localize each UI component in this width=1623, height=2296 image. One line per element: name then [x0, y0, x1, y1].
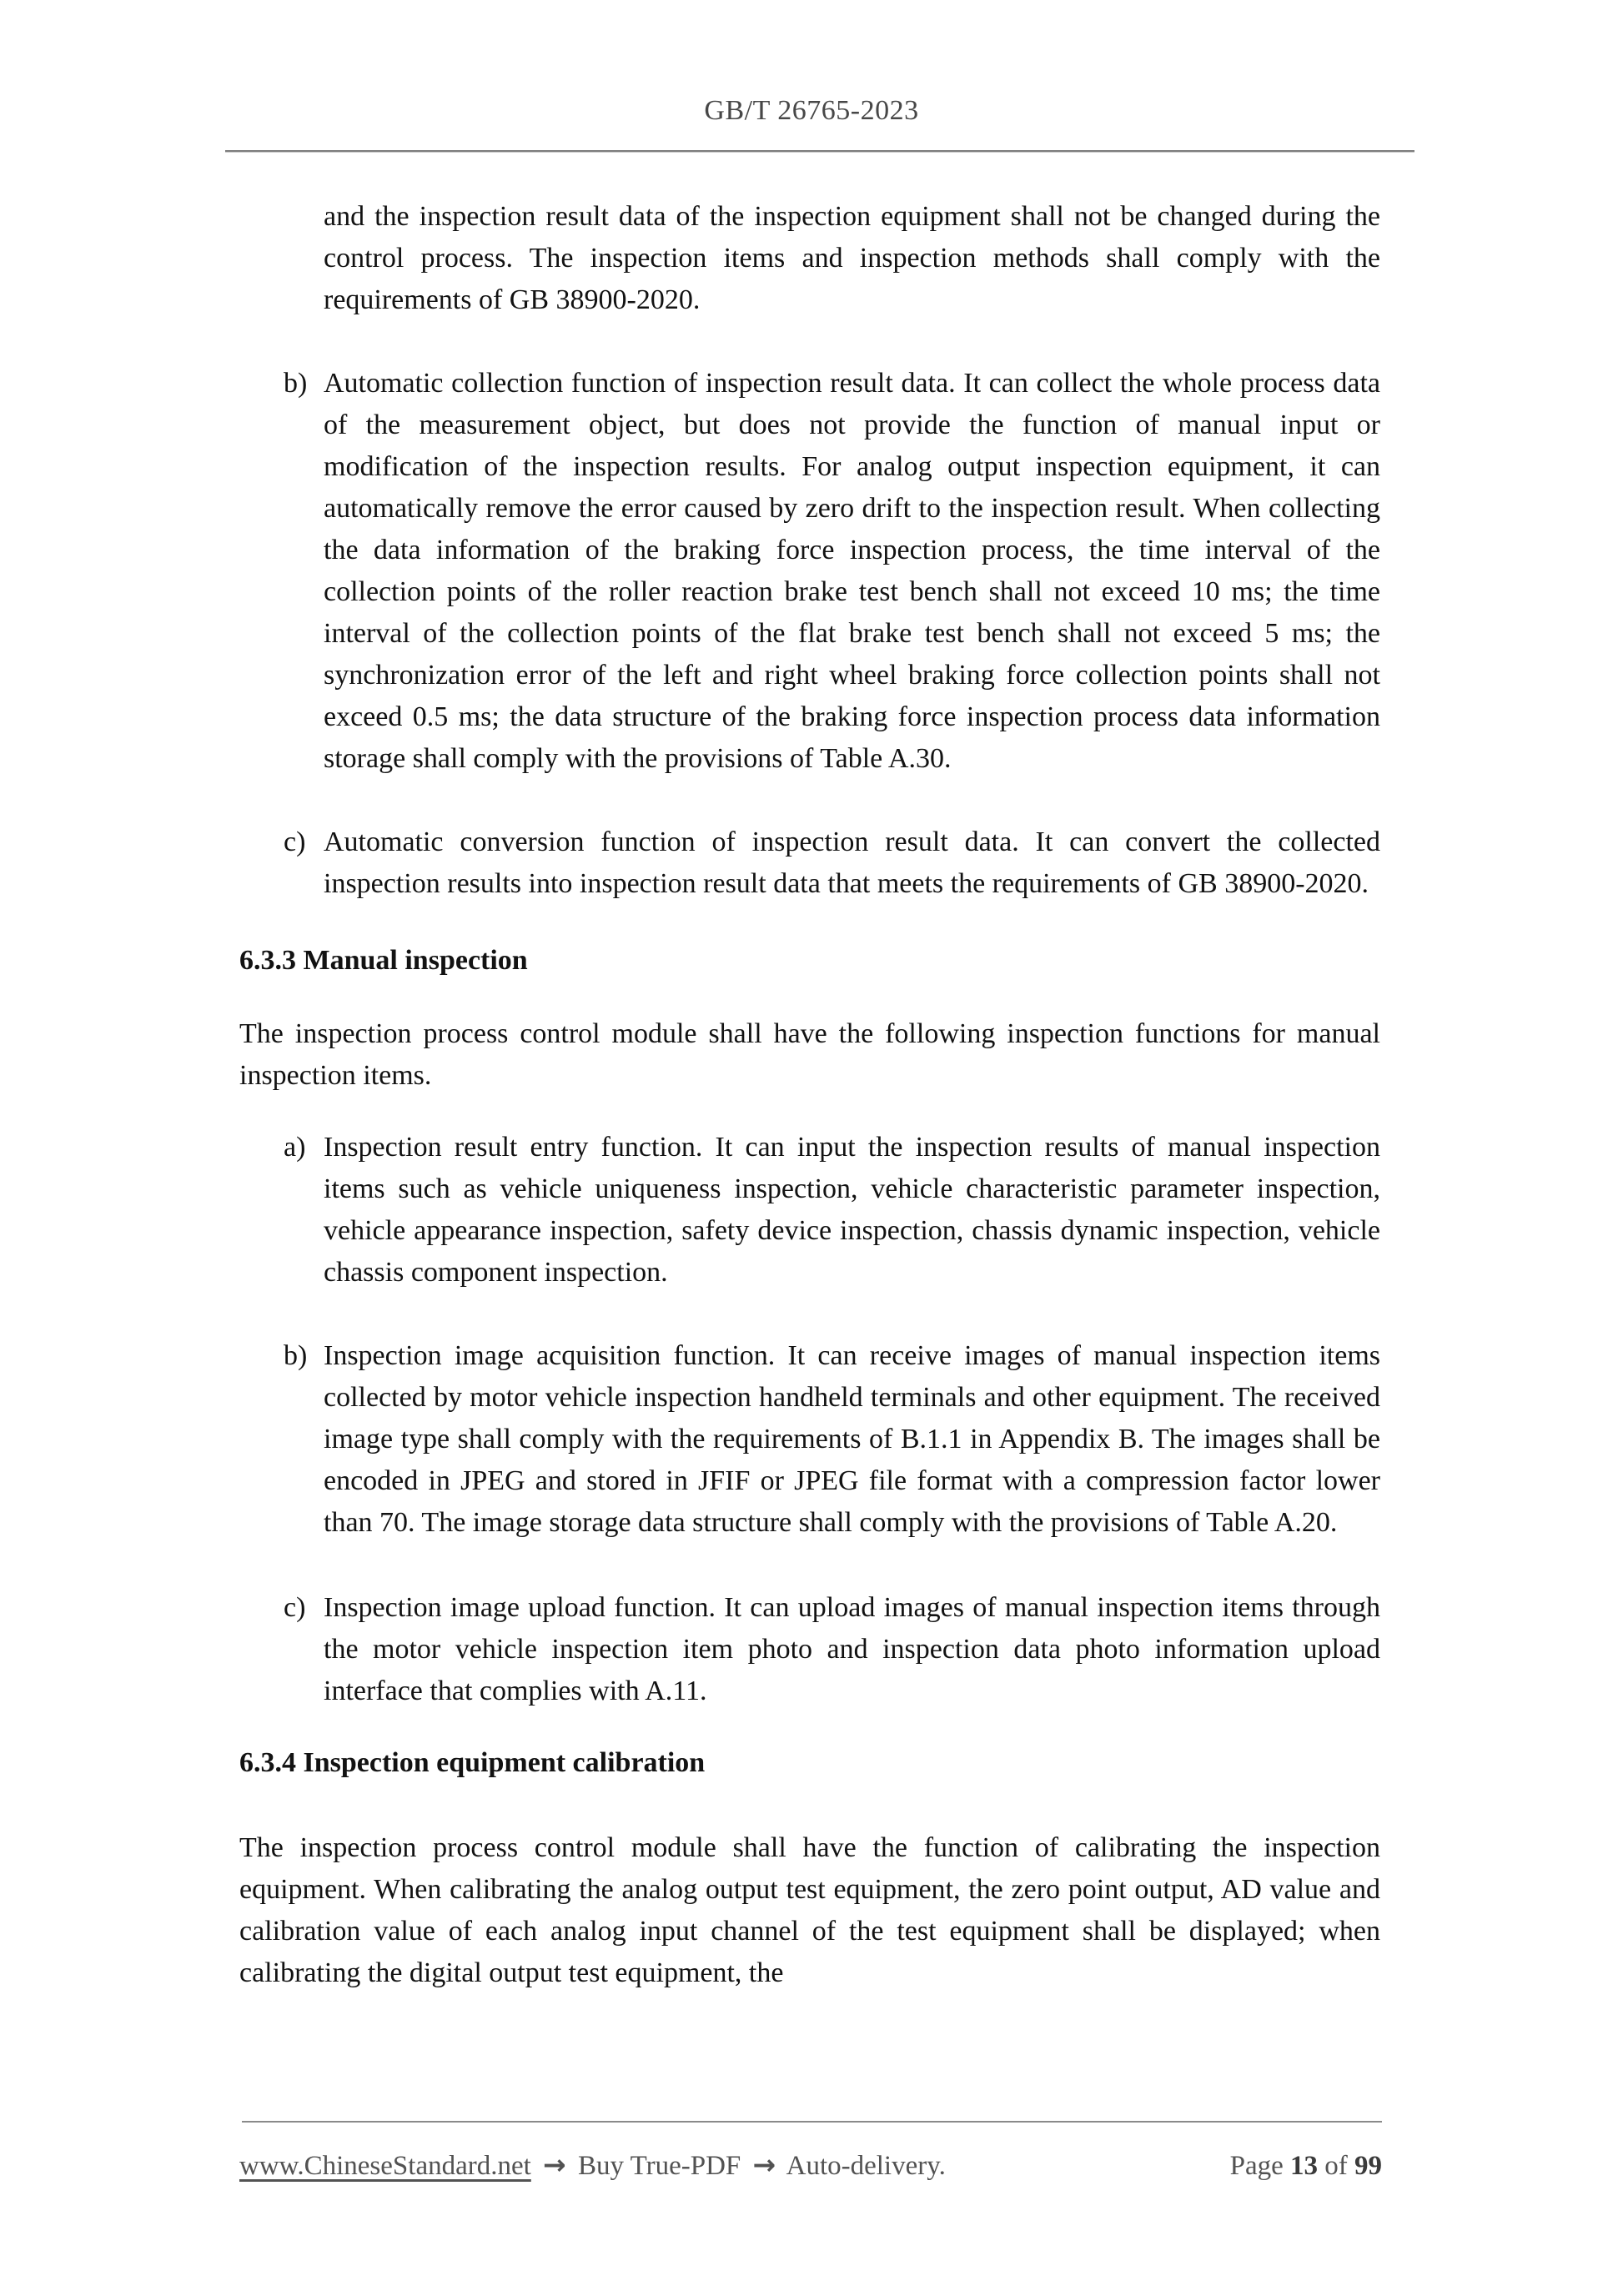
list-item-1b	[239, 363, 1380, 780]
list-item-text: Inspection image upload function. It can upload images of manual inspection items through the motor vehicle inspection item photo and inspection data photo information upload interface that complies with A.11.	[324, 1592, 1380, 1706]
page-indicator	[1230, 2148, 1382, 2184]
list-item-1c	[239, 821, 1380, 905]
footer-divider	[242, 2121, 1382, 2123]
section-paragraph-6-3-3: The inspection process control module shall have the following inspection functions for manual inspection items.	[239, 1018, 1380, 1091]
page-footer	[239, 2147, 1382, 2184]
page-current: 13	[1290, 2151, 1318, 2181]
footer-link[interactable]: www.ChineseStandard.net	[239, 2151, 531, 2181]
of-label: of	[1324, 2151, 1348, 2181]
section-heading-6-3-4: 6.3.4 Inspection equipment calibration	[239, 1747, 706, 1778]
continuation-paragraph: and the inspection result data of the inspection equipment shall not be changed during the control process. The inspection items and inspection methods shall comply with the requirements of GB 38900-2020.	[324, 201, 1380, 315]
list-item-label: b)	[284, 368, 308, 399]
page-label: Page	[1229, 2151, 1284, 2181]
list-item-text: Automatic collection function of inspection result data. It can collect the whole process data of the measurement object, but does not provide the function of manual input or modification of the inspection results. For analog output inspection equipment, it can automatically remove the error caused by zero drift to the inspection result. When collecting the data information of the braking force inspection process, the time interval of the collection points of the roller reaction brake test bench shall not exceed 10 ms; the time interval of the collection points of the flat brake test bench shall not exceed 5 ms; the synchronization error of the left and right wheel braking force collection points shall not exceed 0.5 ms; the data structure of the braking force inspection process data information storage shall comply with the provisions of Table A.30.	[324, 368, 1380, 774]
list-item-label: a)	[284, 1132, 306, 1163]
list-item-label: c)	[284, 1592, 306, 1623]
footer-promo	[239, 2147, 946, 2184]
list-item-label: c)	[284, 826, 306, 857]
page-content	[239, 196, 1380, 1994]
list-item-text: Inspection image acquisition function. It can receive images of manual inspection items collected by motor vehicle inspection handheld terminals and other equipment. The received image type shall comply with the requirements of B.1.1 in Appendix B. The images shall be encoded in JPEG and stored in JFIF or JPEG file format with a compression factor lower than 70. The image storage data structure shall comply with the provisions of Table A.20.	[324, 1340, 1380, 1538]
page-total: 99	[1354, 2151, 1382, 2181]
section-heading-6-3-3: 6.3.3 Manual inspection	[239, 945, 528, 976]
list-item-2a	[239, 1127, 1380, 1294]
arrow-icon: →	[543, 2148, 566, 2181]
footer-delivery-text: Auto-delivery.	[786, 2151, 946, 2181]
standard-number: GB/T 26765-2023	[704, 95, 919, 126]
footer-buy-text: Buy True-PDF	[577, 2151, 741, 2181]
list-item-2b	[239, 1335, 1380, 1544]
list-item-label: b)	[284, 1340, 308, 1371]
section-paragraph-6-3-4: The inspection process control module shall have the function of calibrating the inspection equipment. When calibrating the analog output test equipment, the zero point output, AD value and calibration value of each analog input channel of the test equipment shall be displayed; when calibrating the digital output test equipment, the	[239, 1832, 1380, 1988]
list-item-text: Automatic conversion function of inspection result data. It can convert the collected inspection results into inspection result data that meets the requirements of GB 38900-2020.	[324, 826, 1380, 899]
list-item-2c	[239, 1587, 1380, 1712]
list-item-text: Inspection result entry function. It can input the inspection results of manual inspection items such as vehicle uniqueness inspection, vehicle characteristic parameter inspection, vehicle appearance inspection, safety device inspection, chassis dynamic inspection, vehicle chassis component inspection.	[324, 1132, 1380, 1288]
header-divider	[225, 150, 1414, 153]
arrow-icon: →	[752, 2148, 776, 2181]
